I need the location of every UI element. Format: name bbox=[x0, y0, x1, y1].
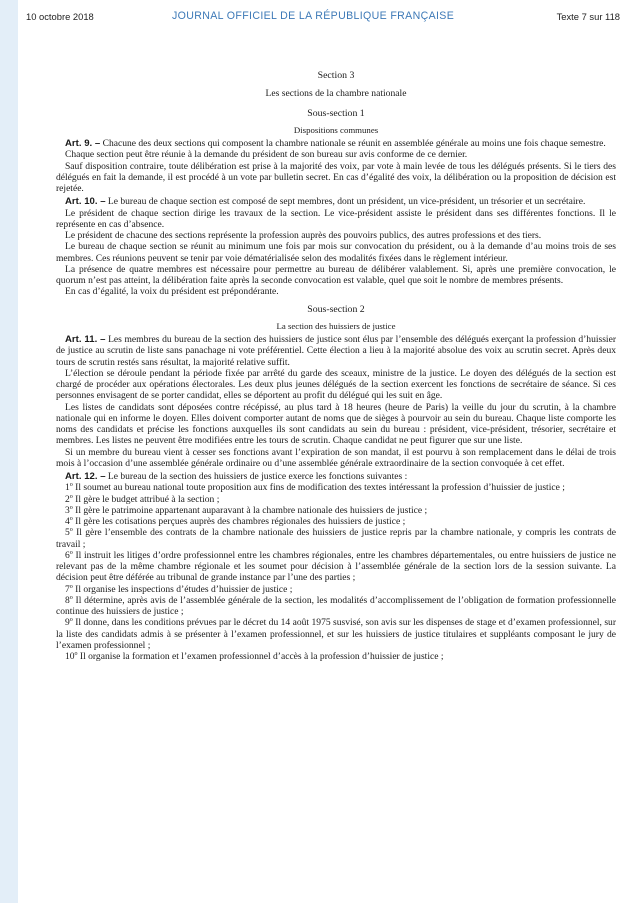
section-title: Les sections de la chambre nationale bbox=[265, 88, 407, 100]
left-margin-bar bbox=[0, 0, 18, 903]
article-12-intro bbox=[56, 471, 616, 482]
article-11-para-3: Les listes de candidats sont déposées contre récépissé, au plus tard à 18 heures (heure de Paris) la veille du jour du scrutin, à la chambre nationale qui en informe le doyen. Elles doivent comporter autant de noms que de sièges à pourvoir au sein du bureau. Chaque liste comporte les noms des candidats et précise les fonctions auxquelles ils sont candidats au sein du bureau : président, vice-président, trésorier, secrétaire et membres. Les listes ne peuvent être modifiées entre les tours de scrutin. Chaque candidat ne peut figurer que sur une liste. bbox=[56, 401, 616, 447]
article-11-para-2: L’élection se déroule pendant la période fixée par arrêté du garde des sceaux, ministre de la justice. Le doyen des délégués de la section est chargé de procéder aux opérations électorales. Les deux plus jeunes délégués de la section exercent les fonctions de secrétaire de séance. Si ces personnes envisagent de se porter candidat, elles se déportent au profit du délégué qui les suit en âge. bbox=[56, 367, 616, 402]
list-item-number: 7$^o$ bbox=[65, 583, 73, 595]
article-9-para-1 bbox=[56, 138, 616, 149]
article-9-text-1: Chacune des deux sections qui composent la chambre nationale se réunit en assemblée générale au moins une fois chaque semestre. bbox=[102, 138, 606, 149]
article-10-para-3: Le président de chacune des sections représente la profession auprès des pouvoirs publics, des autres professions et des tiers. bbox=[65, 230, 542, 241]
article-12-items bbox=[56, 482, 616, 662]
list-item-text: Il organise la formation et l’examen professionnel d’accès à la profession d’huissier de justice ; bbox=[77, 651, 444, 662]
list-item-number: 8$^o$ bbox=[65, 594, 73, 606]
article-12-item bbox=[56, 550, 616, 584]
page-header bbox=[26, 9, 620, 27]
article-12-label: Art. 12. – bbox=[65, 471, 106, 482]
list-item-text: Il instruit les litiges d’ordre professionnel entre les chambres régionales, entre les chambres départementales, ou entre huissiers de justice ne relevant pas de la même chambre régionale et les soumet pour décision à l’assemblée générale de la section lors de la session suivante. La décision peut être déférée au tribunal de grande instance par l’une des parties ; bbox=[56, 549, 616, 584]
header-text-number: Texte 7 sur 118 bbox=[556, 11, 620, 22]
section-number: Section 3 bbox=[317, 70, 355, 81]
article-12-item bbox=[56, 617, 616, 651]
article-12-item bbox=[56, 595, 616, 618]
header-date: 10 octobre 2018 bbox=[26, 11, 94, 22]
article-10-para-5: La présence de quatre membres est nécessaire pour permettre au bureau de délibérer valablement. Si, après une première convocation, le quorum n’est pas atteint, la délibération faite après la seconde convocation est valable, quel que soit le nombre de membres présents. bbox=[56, 263, 616, 286]
list-item-text: Il gère le budget attribué à la section ; bbox=[72, 493, 220, 505]
list-item-text: Il organise les inspections d’études d’huissier de justice ; bbox=[72, 583, 293, 595]
list-item-number: 10$^o$ bbox=[65, 650, 78, 662]
list-item-number: 2$^o$ bbox=[65, 493, 73, 505]
subsection-2-title: La section des huissiers de justice bbox=[276, 320, 396, 331]
article-12-item bbox=[56, 584, 616, 595]
article-12-item bbox=[56, 516, 616, 527]
list-item-number: 3$^o$ bbox=[65, 504, 73, 516]
article-10-label: Art. 10. – bbox=[65, 196, 106, 208]
article-12-intro-text: Le bureau de la section des huissiers de justice exerce les fonctions suivantes : bbox=[107, 471, 408, 482]
article-11-para-4: Si un membre du bureau vient à cesser ses fonctions avant l’expiration de son mandat, il est pourvu à son remplacement dans le délai de trois mois à l’occasion d’une assemblée générale ordinaire ou d’une assemblée générale extraordinaire de la section convoquée à cet effet. bbox=[56, 446, 616, 469]
article-12-item bbox=[56, 505, 616, 516]
list-item-text: Il gère le patrimoine appartenant auparavant à la chambre nationale des huissiers de justice ; bbox=[72, 504, 428, 516]
list-item-text: Il soumet au bureau national toute proposition aux fins de modification des textes intéressant la profession d’huissier de justice ; bbox=[72, 482, 565, 494]
article-12-item bbox=[56, 494, 616, 505]
article-10-para-4: Le bureau de chaque section se réunit au minimum une fois par mois sur convocation du président, ou à la demande d’au moins trois de ses membres. Ces réunions peuvent se tenir par voie dématérialisée selon des modalités fixées dans le règlement intérieur. bbox=[56, 241, 616, 264]
document-body bbox=[56, 70, 616, 662]
list-item-number: 4$^o$ bbox=[65, 515, 73, 527]
list-item-text: Il gère l’ensemble des contrats de la chambre nationale des huissiers de justice repris par la chambre nationale, y compris les contrats de travail ; bbox=[56, 527, 616, 550]
list-item-number: 9$^o$ bbox=[65, 617, 73, 629]
article-10-para-2: Le président de chaque section dirige les travaux de la section. Le vice-président assiste le président dans ses différentes fonctions. Il le représente en cas d’absence. bbox=[56, 207, 616, 230]
article-12-item bbox=[56, 651, 616, 662]
list-item-number: 5$^o$ bbox=[65, 527, 73, 539]
article-9-para-2: Chaque section peut être réunie à la demande du président de son bureau sur avis conforme de ce dernier. bbox=[65, 149, 468, 161]
article-11-label: Art. 11. – bbox=[65, 334, 106, 345]
subsection-2-number: Sous-section 2 bbox=[307, 303, 365, 315]
article-10-para-6: En cas d’égalité, la voix du président est prépondérante. bbox=[65, 286, 279, 298]
list-item-number: 1$^o$ bbox=[65, 482, 73, 494]
article-12-item bbox=[56, 527, 616, 550]
article-10-para-1 bbox=[56, 196, 616, 207]
article-11-text-1: Les membres du bureau de la section des huissiers de justice sont élus par l’ensemble des délégués exerçant la profession d’huissier de justice au scrutin de liste sans panachage ni vote préférentiel. Cette élection a lieu à la majorité absolue des voix au scrutin secret. Après deux tours de scrutin restés sans résultat, la majorité relative suffit. bbox=[56, 334, 616, 368]
subsection-1-number: Sous-section 1 bbox=[307, 107, 365, 119]
subsection-1-title: Dispositions communes bbox=[293, 124, 379, 135]
article-10-text-1: Le bureau de chaque section est composé de sept membres, dont un président, un vice-président, un trésorier et un secrétaire. bbox=[107, 196, 586, 208]
list-item-text: Il donne, dans les conditions prévues par le décret du 14 août 1975 susvisé, son avis sur les dispenses de stage et d’examen professionnel, sur la liste des candidats admis à se présenter à l’examen professionnel, et sur les huissiers de justice titulaires et suppléants composant le jury de l’examen professionnel ; bbox=[56, 617, 616, 651]
list-item-text: Il détermine, après avis de l’assemblée générale de la section, les modalités d’accomplissement de l’obligation de formation professionnelle continue des huissiers de justice ; bbox=[56, 594, 616, 617]
article-9-para-3: Sauf disposition contraire, toute délibération est prise à la majorité des voix, par vote à main levée de tous les délégués présents. Si le tiers des délégués en fait la demande, il est procédé à un vote par bulletin secret. En cas d’égalité des voix, la délibération ou la proposition de décision est rejetée. bbox=[56, 160, 616, 194]
article-12-item bbox=[56, 482, 616, 493]
list-item-text: Il gère les cotisations perçues auprès des chambres régionales des huissiers de justice ; bbox=[72, 516, 406, 527]
article-11-para-1 bbox=[56, 334, 616, 368]
article-9-label: Art. 9. – bbox=[65, 138, 101, 149]
header-journal-title: JOURNAL OFFICIEL DE LA RÉPUBLIQUE FRANÇAISE bbox=[172, 10, 455, 22]
list-item-number: 6$^o$ bbox=[65, 549, 73, 561]
